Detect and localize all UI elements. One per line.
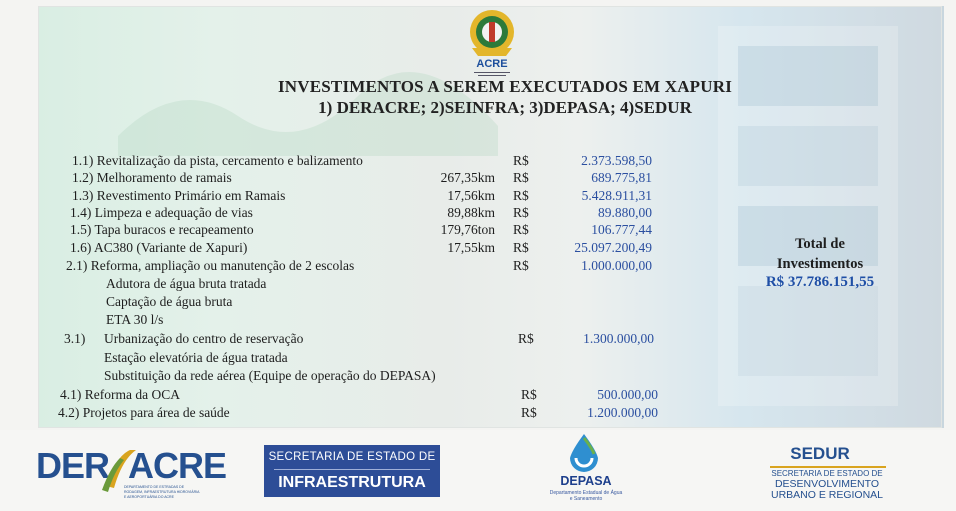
- item-value: 689.775,81: [591, 170, 652, 185]
- acre-coat-of-arms-icon: [466, 8, 518, 58]
- sedur-divider: [770, 466, 886, 468]
- list-item: 4.2) Projetos para área de saúde: [58, 405, 230, 420]
- item-number: 3.1): [64, 331, 86, 346]
- list-item: 1.2) Melhoramento de ramais: [72, 170, 232, 185]
- sedur-line2: DESENVOLVIMENTO: [774, 478, 880, 490]
- total-label-line1: Total de: [795, 236, 845, 252]
- item-quantity: 267,35km: [440, 170, 495, 185]
- currency-label: R$: [513, 188, 529, 203]
- item-value: 2.373.598,50: [581, 153, 652, 168]
- seinfra-line1: SECRETARIA DE ESTADO DE: [268, 451, 436, 463]
- sub-item: Estação elevatória de água tratada: [104, 350, 288, 365]
- sub-item: ETA 30 l/s: [106, 312, 164, 327]
- svg-text:ACRE: ACRE: [128, 446, 226, 486]
- item-value: 1.300.000,00: [583, 331, 654, 346]
- item-value: 1.000.000,00: [581, 258, 652, 273]
- list-item: 1.4) Limpeza e adequação de vias: [70, 205, 253, 220]
- currency-label: R$: [513, 258, 529, 273]
- seinfra-logo: [264, 445, 440, 497]
- seinfra-line2: INFRAESTRUTURA: [278, 474, 426, 491]
- depasa-drop-icon: [562, 432, 606, 474]
- currency-label: R$: [513, 240, 529, 255]
- depasa-tagline: Departamento Estadual de Água e Saneamento: [549, 490, 623, 502]
- currency-label: R$: [513, 170, 529, 185]
- building-illustration: [678, 6, 942, 428]
- sedur-name: SEDUR: [790, 444, 850, 463]
- sedur-line3: URBANO E REGIONAL: [770, 489, 884, 501]
- sub-item: Substituição da rede aérea (Equipe de operação do DEPASA): [104, 368, 436, 383]
- deracre-logo: [36, 446, 226, 504]
- svg-text:E AEROPORTUÁRIA DO ACRE: E AEROPORTUÁRIA DO ACRE: [124, 495, 174, 499]
- page-subtitle: 1) DERACRE; 2)SEINFRA; 3)DEPASA; 4)SEDUR: [318, 98, 692, 117]
- item-value: 1.200.000,00: [587, 405, 658, 420]
- item-value: 106.777,44: [591, 222, 652, 237]
- list-item: 1.5) Tapa buracos e recapeamento: [70, 222, 254, 237]
- item-value: 25.097.200,49: [574, 240, 652, 255]
- currency-label: R$: [521, 387, 537, 402]
- item-quantity: 89,88km: [447, 205, 495, 220]
- currency-label: R$: [513, 153, 529, 168]
- list-item: 4.1) Reforma da OCA: [60, 387, 180, 402]
- svg-text:DER: DER: [36, 446, 110, 486]
- item-quantity: 17,55km: [447, 240, 495, 255]
- item-value: 5.428.911,31: [581, 188, 652, 203]
- total-label-line2: Investimentos: [776, 256, 864, 272]
- page-title: INVESTIMENTOS A SEREM EXECUTADOS EM XAPURI: [277, 77, 733, 96]
- list-item: 1.1) Revitalização da pista, cercamento e balizamento: [72, 153, 363, 168]
- acre-state-label: ACRE: [476, 58, 508, 70]
- currency-label: R$: [513, 222, 529, 237]
- currency-label: R$: [521, 405, 537, 420]
- svg-text:DEPARTAMENTO DE ESTRADAS DE: DEPARTAMENTO DE ESTRADAS DE: [124, 485, 185, 489]
- currency-label: R$: [513, 205, 529, 220]
- item-value: 500.000,00: [597, 387, 658, 402]
- list-item: 1.3) Revestimento Primário em Ramais: [72, 188, 286, 203]
- total-value: R$ 37.786.151,55: [765, 274, 875, 290]
- sub-item: Captação de água bruta: [106, 294, 233, 309]
- sedur-line1: SECRETARIA DE ESTADO DE: [771, 469, 883, 478]
- item-quantity: 179,76ton: [440, 222, 495, 237]
- list-item: Urbanização do centro de reservação: [104, 331, 304, 346]
- currency-label: R$: [518, 331, 534, 346]
- list-item: 2.1) Reforma, ampliação ou manutenção de 2 escolas: [66, 258, 355, 273]
- svg-text:RODAGEM, INFRAESTRUTURA HIDROV: RODAGEM, INFRAESTRUTURA HIDROVIÁRIA: [124, 490, 200, 494]
- depasa-name: DEPASA: [560, 474, 612, 488]
- item-value: 89.880,00: [598, 205, 652, 220]
- sub-item: Adutora de água bruta tratada: [106, 276, 267, 291]
- list-item: 1.6) AC380 (Variante de Xapuri): [70, 240, 248, 255]
- item-quantity: 17,56km: [447, 188, 495, 203]
